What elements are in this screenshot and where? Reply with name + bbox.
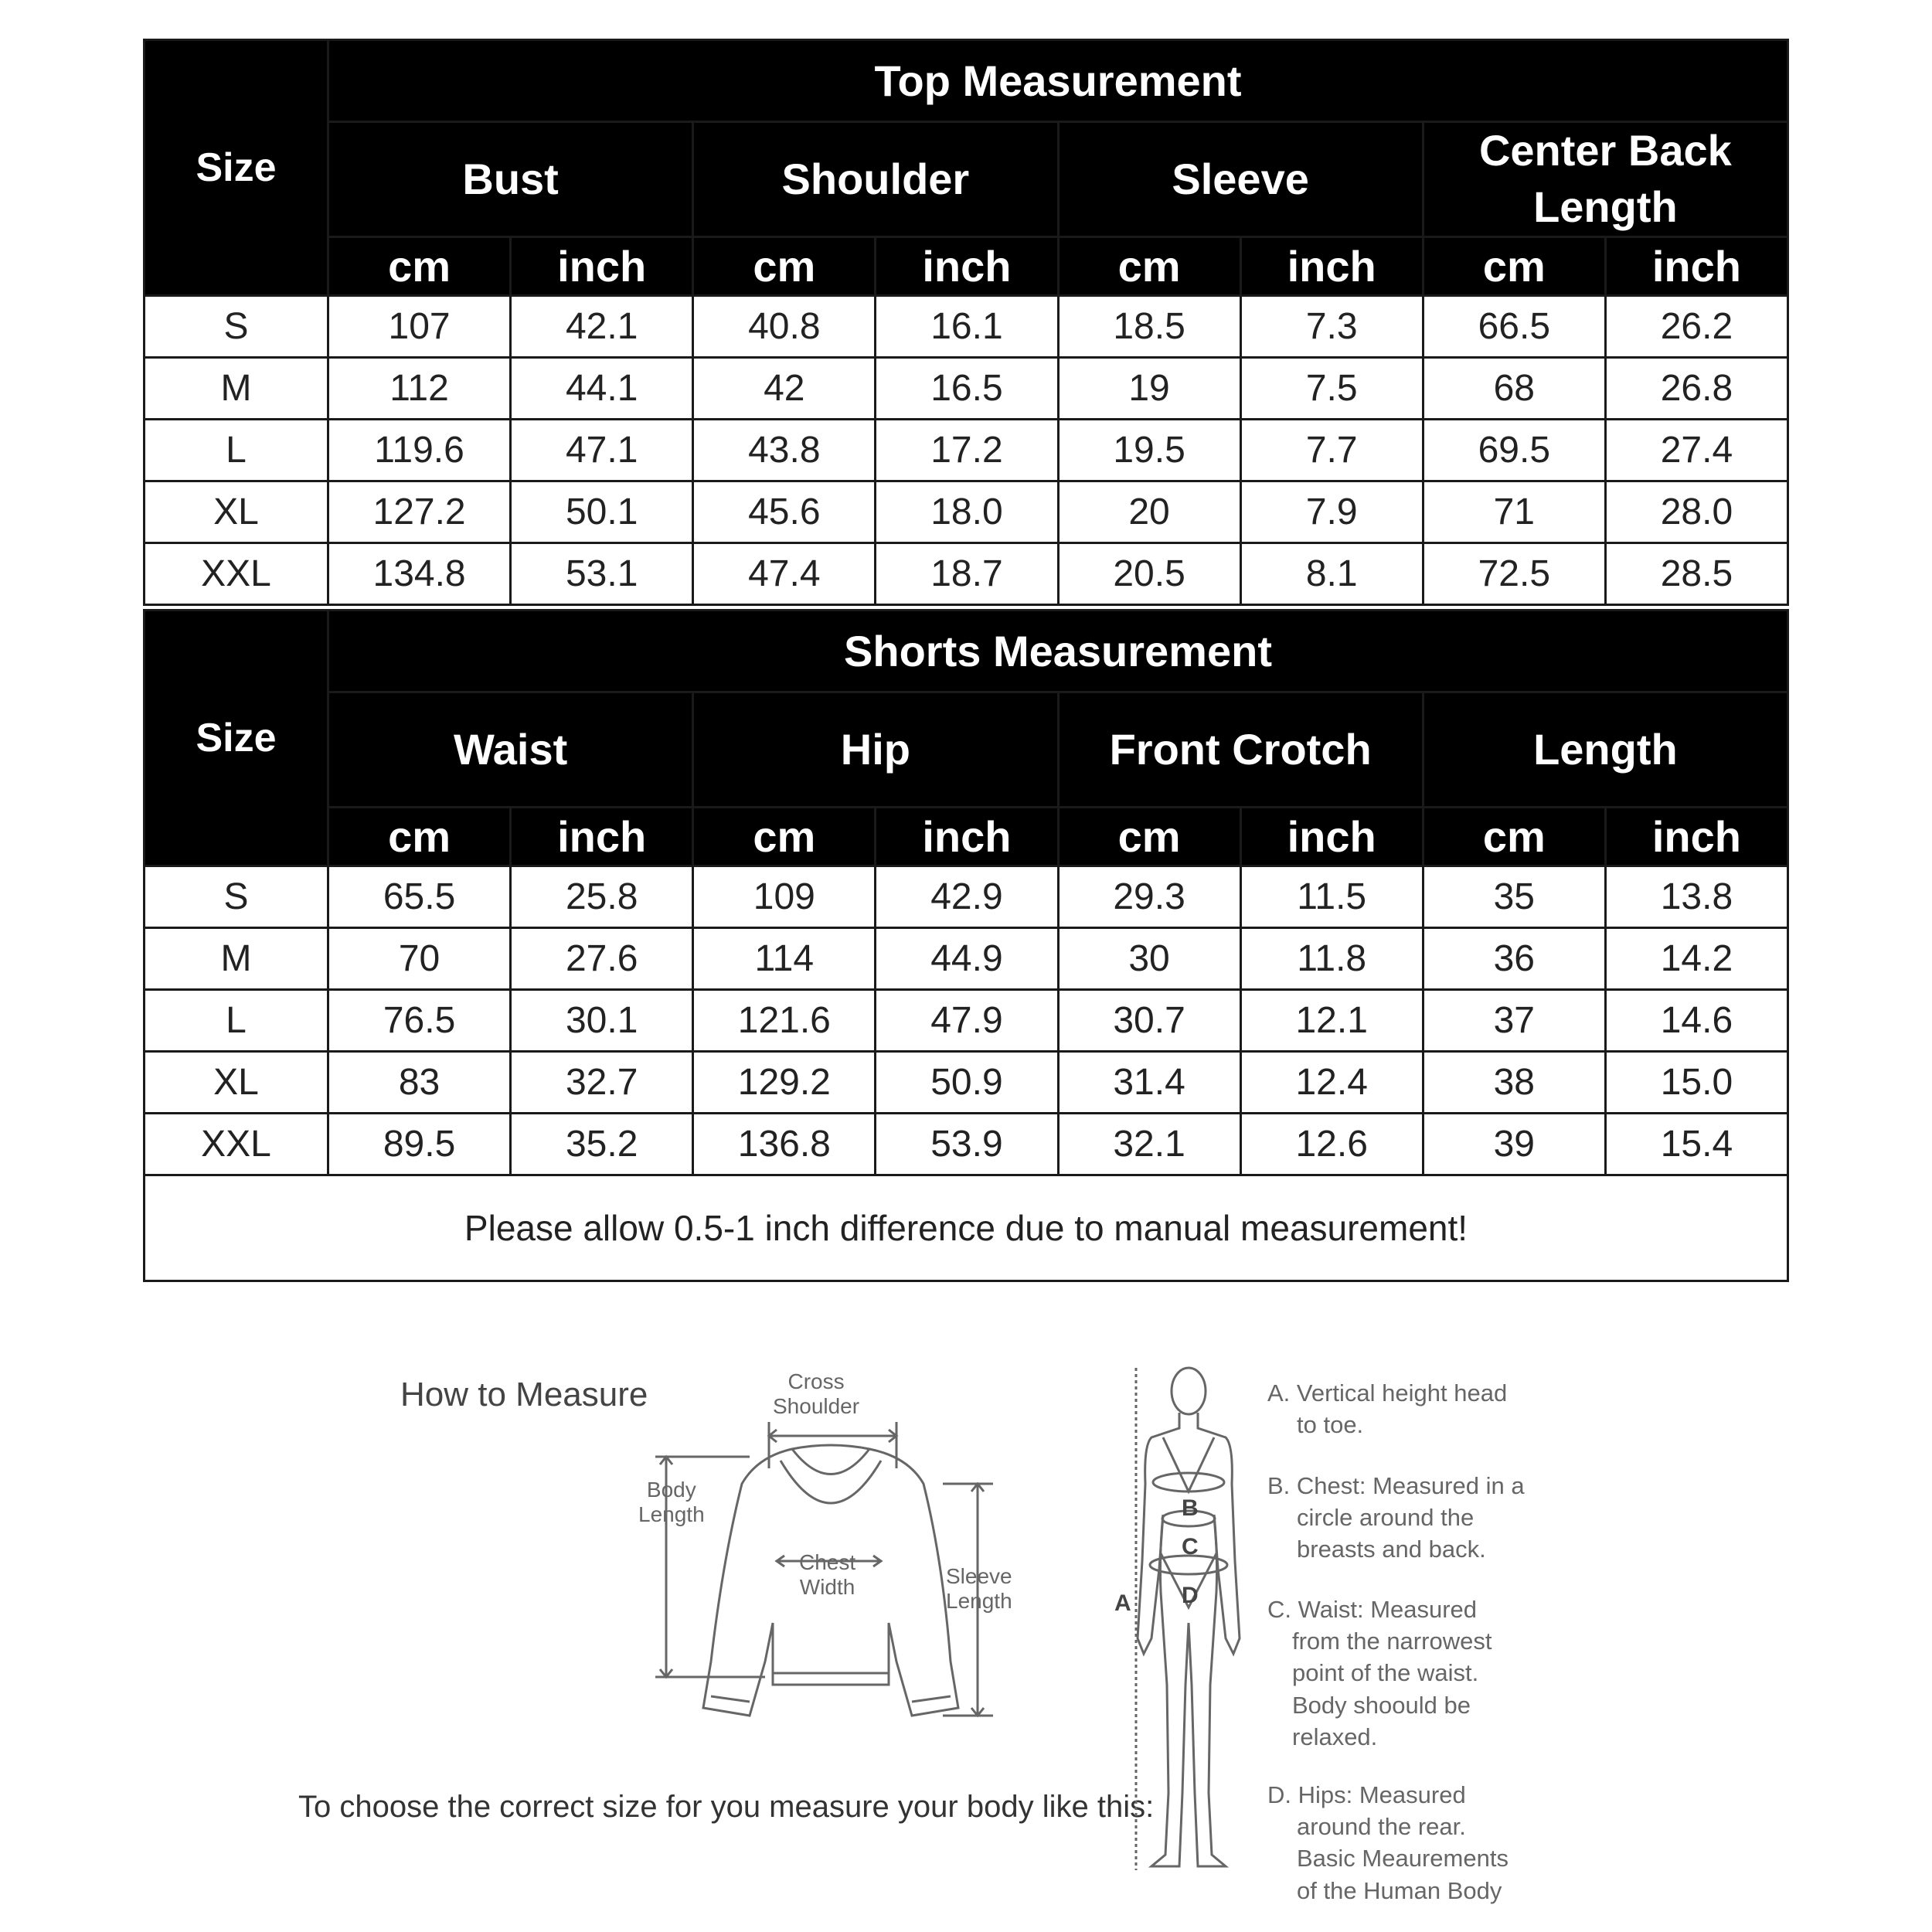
unit-header: inch: [1240, 237, 1423, 296]
body-length-label: Body Length: [638, 1478, 705, 1527]
value-cell: 7.7: [1240, 420, 1423, 481]
table-row: [145, 296, 1788, 358]
value-cell: 30: [1058, 928, 1240, 990]
table-row: [145, 1052, 1788, 1114]
body-label-d: D: [1182, 1583, 1199, 1608]
value-cell: 35.2: [511, 1114, 693, 1175]
group-header-waist: Waist: [328, 692, 693, 808]
size-cell: S: [145, 296, 328, 358]
value-cell: 129.2: [693, 1052, 876, 1114]
value-cell: 19.5: [1058, 420, 1240, 481]
table-row: [145, 928, 1788, 990]
unit-header: cm: [1423, 808, 1605, 866]
size-header: Size: [145, 611, 328, 866]
value-cell: 72.5: [1423, 543, 1605, 605]
value-cell: 119.6: [328, 420, 511, 481]
value-cell: 76.5: [328, 990, 511, 1052]
group-header-center-back-length: Center Back Length: [1423, 122, 1787, 237]
value-cell: 127.2: [328, 481, 511, 543]
legend-item-d: D. Hips: Measured around the rear. Basic Meaurements of the Human Body: [1267, 1781, 1509, 1904]
unit-header: cm: [328, 237, 511, 296]
value-cell: 26.8: [1605, 358, 1787, 420]
value-cell: 16.5: [876, 358, 1058, 420]
value-cell: 45.6: [693, 481, 876, 543]
value-cell: 30.1: [511, 990, 693, 1052]
value-cell: 114: [693, 928, 876, 990]
unit-header: inch: [876, 237, 1058, 296]
value-cell: 18.5: [1058, 296, 1240, 358]
value-cell: 11.5: [1240, 866, 1423, 928]
size-cell: M: [145, 358, 328, 420]
value-cell: 14.6: [1605, 990, 1787, 1052]
size-cell: XL: [145, 481, 328, 543]
group-header-sleeve: Sleeve: [1058, 122, 1423, 237]
unit-header: cm: [693, 808, 876, 866]
value-cell: 47.4: [693, 543, 876, 605]
value-cell: 53.1: [511, 543, 693, 605]
unit-header: cm: [1058, 808, 1240, 866]
unit-header: cm: [328, 808, 511, 866]
unit-header: inch: [1605, 808, 1787, 866]
unit-header: cm: [693, 237, 876, 296]
value-cell: 18.7: [876, 543, 1058, 605]
body-label-b: B: [1182, 1495, 1199, 1521]
value-cell: 112: [328, 358, 511, 420]
value-cell: 36: [1423, 928, 1605, 990]
value-cell: 30.7: [1058, 990, 1240, 1052]
value-cell: 68: [1423, 358, 1605, 420]
value-cell: 27.6: [511, 928, 693, 990]
measure-instruction: To choose the correct size for you measure your body like this:: [298, 1790, 1155, 1824]
value-cell: 28.5: [1605, 543, 1787, 605]
value-cell: 20: [1058, 481, 1240, 543]
unit-header: cm: [1058, 237, 1240, 296]
size-cell: M: [145, 928, 328, 990]
value-cell: 47.9: [876, 990, 1058, 1052]
legend-item-c: C. Waist: Measured from the narrowest point of the waist. Body shoould be relaxed.: [1267, 1596, 1492, 1750]
value-cell: 38: [1423, 1052, 1605, 1114]
value-cell: 53.9: [876, 1114, 1058, 1175]
group-header-front-crotch: Front Crotch: [1058, 692, 1423, 808]
value-cell: 40.8: [693, 296, 876, 358]
value-cell: 11.8: [1240, 928, 1423, 990]
chest-width-label: Chest Width: [799, 1550, 856, 1600]
table-row: [145, 420, 1788, 481]
table-row: [145, 543, 1788, 605]
value-cell: 29.3: [1058, 866, 1240, 928]
value-cell: 69.5: [1423, 420, 1605, 481]
shorts-measurement-table: [143, 609, 1789, 1282]
table-title: Shorts Measurement: [328, 611, 1788, 692]
group-header-length: Length: [1423, 692, 1787, 808]
size-cell: L: [145, 420, 328, 481]
value-cell: 42: [693, 358, 876, 420]
value-cell: 16.1: [876, 296, 1058, 358]
value-cell: 8.1: [1240, 543, 1423, 605]
table-row: [145, 1114, 1788, 1175]
unit-header: inch: [511, 237, 693, 296]
value-cell: 39: [1423, 1114, 1605, 1175]
value-cell: 20.5: [1058, 543, 1240, 605]
value-cell: 89.5: [328, 1114, 511, 1175]
value-cell: 12.4: [1240, 1052, 1423, 1114]
size-cell: XXL: [145, 543, 328, 605]
value-cell: 15.4: [1605, 1114, 1787, 1175]
value-cell: 71: [1423, 481, 1605, 543]
value-cell: 136.8: [693, 1114, 876, 1175]
table-row: [145, 481, 1788, 543]
value-cell: 43.8: [693, 420, 876, 481]
body-label-a: A: [1114, 1590, 1131, 1616]
value-cell: 17.2: [876, 420, 1058, 481]
value-cell: 25.8: [511, 866, 693, 928]
value-cell: 109: [693, 866, 876, 928]
value-cell: 14.2: [1605, 928, 1787, 990]
size-cell: L: [145, 990, 328, 1052]
table-row: [145, 866, 1788, 928]
value-cell: 27.4: [1605, 420, 1787, 481]
table-row: [145, 358, 1788, 420]
value-cell: 42.9: [876, 866, 1058, 928]
value-cell: 7.3: [1240, 296, 1423, 358]
body-label-c: C: [1182, 1534, 1199, 1560]
value-cell: 42.1: [511, 296, 693, 358]
measurement-note: Please allow 0.5-1 inch difference due to manual measurement!: [145, 1175, 1788, 1281]
legend-item-b: B. Chest: Measured in a circle around the breasts and back.: [1267, 1472, 1525, 1563]
value-cell: 32.7: [511, 1052, 693, 1114]
value-cell: 31.4: [1058, 1052, 1240, 1114]
value-cell: 15.0: [1605, 1052, 1787, 1114]
unit-header: cm: [1423, 237, 1605, 296]
group-header-shoulder: Shoulder: [693, 122, 1058, 237]
group-header-bust: Bust: [328, 122, 693, 237]
value-cell: 83: [328, 1052, 511, 1114]
human-body-diagram-icon: [1105, 1360, 1267, 1886]
cross-shoulder-label: Cross Shoulder: [773, 1369, 860, 1419]
value-cell: 13.8: [1605, 866, 1787, 928]
value-cell: 32.1: [1058, 1114, 1240, 1175]
value-cell: 50.9: [876, 1052, 1058, 1114]
value-cell: 12.6: [1240, 1114, 1423, 1175]
value-cell: 12.1: [1240, 990, 1423, 1052]
size-cell: XXL: [145, 1114, 328, 1175]
size-cell: XL: [145, 1052, 328, 1114]
legend-item-a: A. Vertical height head to toe.: [1267, 1379, 1508, 1439]
value-cell: 70: [328, 928, 511, 990]
value-cell: 35: [1423, 866, 1605, 928]
unit-header: inch: [511, 808, 693, 866]
value-cell: 44.1: [511, 358, 693, 420]
unit-header: inch: [876, 808, 1058, 866]
table-row: [145, 990, 1788, 1052]
value-cell: 65.5: [328, 866, 511, 928]
value-cell: 44.9: [876, 928, 1058, 990]
size-cell: S: [145, 866, 328, 928]
value-cell: 37: [1423, 990, 1605, 1052]
value-cell: 107: [328, 296, 511, 358]
value-cell: 66.5: [1423, 296, 1605, 358]
size-header: Size: [145, 40, 328, 296]
unit-header: inch: [1605, 237, 1787, 296]
value-cell: 50.1: [511, 481, 693, 543]
value-cell: 121.6: [693, 990, 876, 1052]
value-cell: 18.0: [876, 481, 1058, 543]
unit-header: inch: [1240, 808, 1423, 866]
value-cell: 19: [1058, 358, 1240, 420]
value-cell: 7.5: [1240, 358, 1423, 420]
sleeve-length-label: Sleeve Length: [946, 1564, 1012, 1614]
value-cell: 134.8: [328, 543, 511, 605]
top-measurement-table: [143, 39, 1789, 606]
group-header-hip: Hip: [693, 692, 1058, 808]
how-to-measure-title: How to Measure: [400, 1376, 648, 1413]
value-cell: 47.1: [511, 420, 693, 481]
value-cell: 7.9: [1240, 481, 1423, 543]
value-cell: 26.2: [1605, 296, 1787, 358]
table-title: Top Measurement: [328, 40, 1788, 122]
value-cell: 28.0: [1605, 481, 1787, 543]
